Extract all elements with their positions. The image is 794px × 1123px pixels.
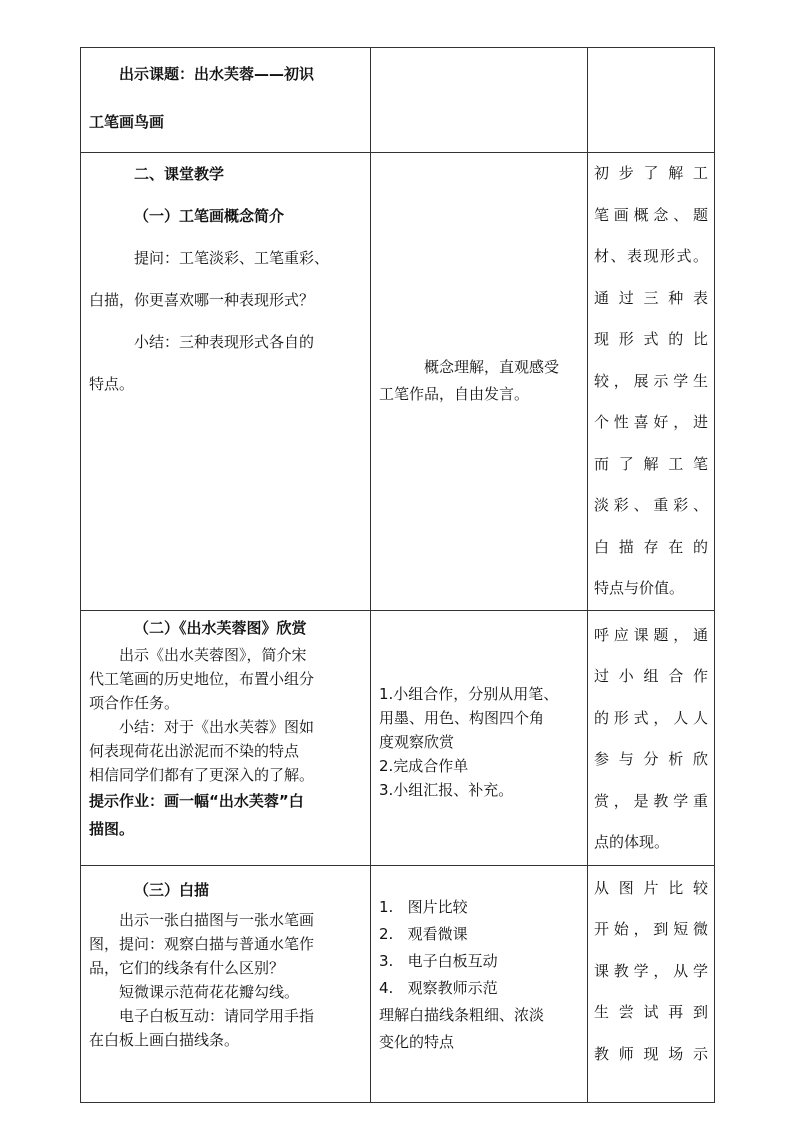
teaching-content-cell [81, 48, 371, 153]
homework-text: 提示作业：画一幅“出水芙蓉”白 [89, 791, 304, 810]
student-activity-cell [371, 153, 588, 611]
subsection-heading: （三）白描 [134, 880, 210, 899]
summary-text: 相信同学们都有了更深入的了解。 [89, 765, 315, 784]
summary-text: 小结：三种表现形式各自的 [134, 333, 315, 351]
activity-item: 2. 观看微课 [379, 924, 468, 943]
activity-note: 变化的特点 [379, 1032, 455, 1051]
activity-item: 3.小组汇报、补充。 [379, 780, 514, 799]
intent-line: 参与分析欣 [594, 750, 708, 768]
intent-line: 教师现场示 [594, 1044, 708, 1063]
student-activity-cell [371, 48, 588, 153]
activity-item: 2.完成合作单 [379, 756, 469, 775]
intent-line: 呼应课题，通 [594, 625, 708, 644]
question-text: 白描，你更喜欢哪一种表现形式？ [89, 291, 315, 309]
activity-item: 用墨、用色、构图四个角 [379, 708, 545, 727]
intent-line: 个性喜好，进 [594, 413, 708, 431]
design-intent-cell [588, 610, 715, 865]
paragraph-text: 短微课示范荷花花瓣勾线。 [119, 982, 300, 1001]
activity-item: 度观察欣赏 [379, 732, 455, 751]
intent-line: 特点与价值。 [594, 579, 685, 597]
activity-note: 理解白描线条粗细、浓淡 [379, 1005, 545, 1024]
intent-line: 赏，是教学重 [594, 791, 708, 810]
intent-line: 笔画概念、题 [594, 205, 708, 224]
activity-item: 3. 电子白板互动 [379, 951, 498, 970]
subsection-heading: （二）《出水芙蓉图》欣赏 [134, 618, 307, 637]
intent-line: 较，展示学生 [594, 371, 708, 390]
student-activity-cell [371, 865, 588, 1102]
activity-text: 概念理解，直观感受 [424, 358, 560, 377]
design-intent-cell [588, 865, 715, 1102]
teaching-content-cell [81, 153, 371, 611]
paragraph-text: 品，它们的线条有什么区别？ [89, 958, 285, 977]
design-intent-cell [588, 48, 715, 153]
paragraph-text: 项合作任务。 [89, 693, 180, 712]
intent-line: 开始，到短微 [594, 920, 708, 938]
table-row [81, 610, 715, 865]
paragraph-text: 在白板上画白描线条。 [89, 1030, 240, 1049]
intent-line: 课教学，从学 [594, 961, 708, 980]
activity-item: 4. 观察教师示范 [379, 978, 498, 997]
topic-line: 出示课题：出水芙蓉——初识 [119, 65, 315, 83]
intent-line: 材、表现形式。 [594, 247, 708, 265]
teaching-content-cell [81, 865, 371, 1102]
subsection-heading: （一）工笔画概念简介 [134, 207, 285, 225]
teaching-content-cell [81, 610, 371, 865]
intent-line: 淡彩、重彩、 [594, 496, 708, 514]
intent-line: 而了解工笔 [594, 454, 708, 473]
intent-line: 从图片比较 [594, 878, 708, 897]
summary-text: 何表现荷花出淤泥而不染的特点 [89, 741, 300, 760]
design-intent-cell [588, 153, 715, 611]
activity-item: 1. 图片比较 [379, 897, 468, 916]
table-row [81, 865, 715, 1102]
intent-line: 生尝试再到 [594, 1003, 708, 1021]
homework-text: 描图。 [89, 819, 135, 838]
table-row [81, 153, 715, 611]
activity-text: 工笔作品，自由发言。 [379, 385, 530, 404]
paragraph-text: 出示一张白描图与一张水笔画 [119, 910, 315, 929]
paragraph-text: 电子白板互动：请同学用手指 [119, 1006, 315, 1025]
intent-line: 的形式，人人 [594, 708, 708, 727]
section-heading: 二、课堂教学 [134, 165, 225, 183]
intent-line: 现形式的比 [594, 330, 708, 348]
student-activity-cell [371, 610, 588, 865]
lesson-plan-table [80, 47, 715, 1103]
summary-text: 特点。 [89, 375, 135, 393]
summary-text: 小结：对于《出水芙蓉》图如 [119, 717, 315, 736]
intent-line: 点的体现。 [594, 833, 670, 851]
intent-line: 通过三种表 [594, 288, 708, 307]
intent-line: 初步了解工 [594, 164, 708, 182]
table-row [81, 48, 715, 153]
intent-line: 白描存在的 [594, 537, 708, 556]
activity-item: 1.小组合作，分别从用笔、 [379, 684, 559, 703]
topic-line: 工笔画鸟画 [89, 113, 165, 131]
paragraph-text: 图，提问：观察白描与普通水笔作 [89, 934, 315, 953]
paragraph-text: 代工笔画的历史地位，布置小组分 [89, 669, 315, 688]
question-text: 提问：工笔淡彩、工笔重彩、 [134, 249, 330, 267]
paragraph-text: 出示《出水芙蓉图》，简介宋 [119, 645, 307, 664]
intent-line: 过小组合作 [594, 667, 708, 685]
